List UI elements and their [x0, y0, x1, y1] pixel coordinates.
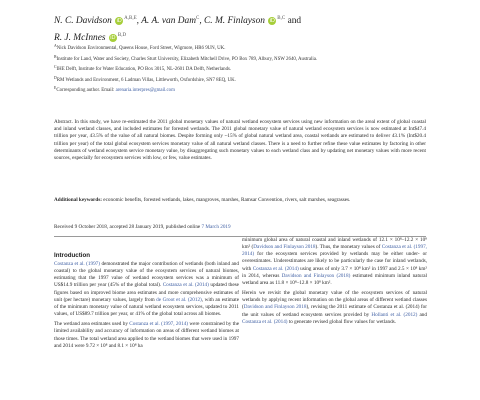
body-column-right: [242, 237, 427, 400]
affiliation: $^C$IHE Delft, Institute for Water Education, PO Box 3015, NL-2601 DA Delft, Netherlands.: [54, 65, 232, 72]
body-text: updated these figures based on improved biome area estimates and more comprehensive estimates of unit (per hectare) monetary values, largely from: [54, 282, 239, 303]
keywords-label: Additional keywords:: [54, 197, 102, 203]
affiliation: $^D$RM Wetlands and Environment, 6 Ladman Villas, Littleworth, Oxfordshire, SN7 8EQ, UK.: [54, 75, 236, 83]
author-email-link[interactable]: arenaria.interpres@gmail.com: [115, 88, 175, 93]
body-paragraph: [242, 290, 427, 326]
body-text: and: [417, 311, 427, 318]
citation-link[interactable]: Costanza et al. (1997, 2014): [242, 244, 427, 258]
citation-link[interactable]: Davidson and Finlayson 2018: [243, 304, 307, 311]
body-text: ). Thus, the monetary values of: [315, 244, 382, 251]
keywords: [54, 197, 426, 204]
affiliation: $^B$Institute for Land, Water and Society, Charles Sturt University, Elizabeth Mitchell Drive, PO Box 789, Albury, NSW 2640, Australia.: [54, 54, 318, 62]
orcid-icon[interactable]: iD: [116, 18, 122, 24]
author-name[interactable]: N. C. Davidson: [54, 16, 112, 26]
publication-dates: Received 9 October 2018, accepted 28 January 2019, published online 7 March 2019: [54, 224, 231, 230]
citation-link[interactable]: Hollanti et al. (2012): [371, 311, 418, 318]
citation-link[interactable]: Costanza et al. (1997): [54, 261, 100, 267]
citation-link[interactable]: Costanza et al. (2014): [242, 318, 288, 325]
body-paragraph: [54, 261, 239, 318]
citation-link[interactable]: Davidson and Finlayson 2018: [253, 244, 316, 251]
author-affiliation-mark: C: [195, 16, 200, 21]
author-name[interactable]: A. A. van Dam: [141, 16, 196, 26]
body-text: using areas of only 3.7 × 10⁸ km² in 1997 and 2.5 × 10⁸ km² in 2014, whereas: [242, 265, 427, 279]
body-text: Herein we revisit the global monetary value of the ecosystem services of natural wetlands by applying recent information on the global areas of different wetland classes (: [242, 290, 427, 311]
author-name[interactable]: C. M. Finlayson: [204, 16, 265, 26]
citation-link[interactable]: Costanza et al. (2014): [252, 265, 299, 272]
body-paragraph: [54, 321, 239, 350]
body-text: estimated minimum inland natural wetland area as 11.8 × 10⁸–12.8 × 10⁸ km².: [242, 272, 427, 286]
body-column-left: [54, 261, 239, 400]
author-affiliation-mark: B,C: [277, 16, 286, 21]
keywords-text: economic benefits, forested wetlands, lakes, mangroves, marshes, Ramsar Convention, rivers, salt marshes, seagrasses.: [103, 197, 351, 203]
published-date: 7 March 2019: [201, 224, 231, 230]
body-text: were constrained by the limited availability and accuracy of information on areas of different wetland biomes at those times. The total wetland area applied to the wetland biomes that were used in 1997 and 2014 were 9.72 × 10⁸ and 8.1 × 10⁸ ha: [54, 321, 239, 349]
body-text: to generate revised global flow values for wetlands.: [287, 318, 397, 325]
body-text: demonstrated the major contribution of wetlands (both inland and coastal) to the global monetary value of the ecosystem services of natural biomes, estimating that the 1997 value of wetland ecosystem services was a minimum of US$14.9 trillion per year (45% of the global total).: [54, 261, 239, 289]
author-affiliation-mark: B,D: [117, 32, 127, 38]
affiliation: $^A$Nick Davidson Environmental, Queens House, Ford Street, Wigmore, HR6 9UN, UK.: [54, 44, 226, 51]
body-text: , with an estimate of the minimum monetary value of natural wetland ecosystem services, updated to 2011 values, of US$89.7 trillion per year, or 41% of the global total across all biomes.: [54, 296, 239, 318]
author-name[interactable]: R. J. McInnes: [54, 32, 106, 43]
body-text: for the ecosystem services provided by wetlands may be either under- or overestimates. Underestimates are likely to be particularly the case for inland wetlands, with: [242, 251, 427, 272]
body-paragraph: [242, 237, 427, 287]
abstract: Abstract. In this study, we have re-estimated the 2011 global monetary values of natural wetland ecosystem services using new information on the areal extent of global coastal and inland wetland classes, and included estimates for forested wetlands. The 2011 global monetary value of natural wetland ecosystem services is now estimated at Int$47.4 trillion per year, 43.5% of the value of all natural biomes. Despite forming only ~15% of global natural wetland area, coastal wetlands are estimated to deliver 43.1% (Int$20.4 trillion per year) of the total global ecosystem services monetary value of all natural wetland classes. There is a need to further refine these value estimates by factoring in other determinants of wetland ecosystem service monetary value, by disaggregating such monetary values to each wetland class and by updating net monetary values with more recent sources, especially for ecosystem services with low, or few, value estimates.: [54, 119, 426, 162]
citation-link[interactable]: Davidson and Finlayson (2018): [281, 272, 351, 279]
body-text: minimum global area of natural coastal and inland wetlands of 12.1 × 10⁸–12.2 × 10⁸ km² (: [242, 237, 427, 251]
orcid-icon[interactable]: iD: [269, 18, 275, 24]
orcid-icon[interactable]: iD: [110, 34, 116, 41]
body-text: The wetland area estimates used by: [54, 321, 130, 328]
section-heading: Introduction: [54, 252, 91, 259]
citation-link[interactable]: de Groot et al. (2012): [156, 296, 202, 303]
body-text: ), revising the 2011 estimate of Costanza et al. (2014) for the unit values of wetland ecosystem services provided by: [242, 304, 427, 318]
author-conjunction: and: [287, 16, 302, 26]
author-affiliation-mark: A,B,E: [124, 16, 137, 21]
corresponding-author: $^E$Corresponding author. Email: arenaria.interpres@gmail.com: [54, 86, 175, 93]
citation-link[interactable]: Costanza et al. (2014): [162, 282, 209, 289]
citation-link[interactable]: Costanza et al. (1997, 2014): [129, 321, 189, 328]
affiliation-list: [54, 43, 394, 96]
author-list: N. C. Davidson iD $^{A,B,E}$, A. A. van Dam$^C$, C. M. Finlayson iD $^{B,C}$ and R. J. McInnes iD $^{B,D}$: [54, 16, 302, 43]
